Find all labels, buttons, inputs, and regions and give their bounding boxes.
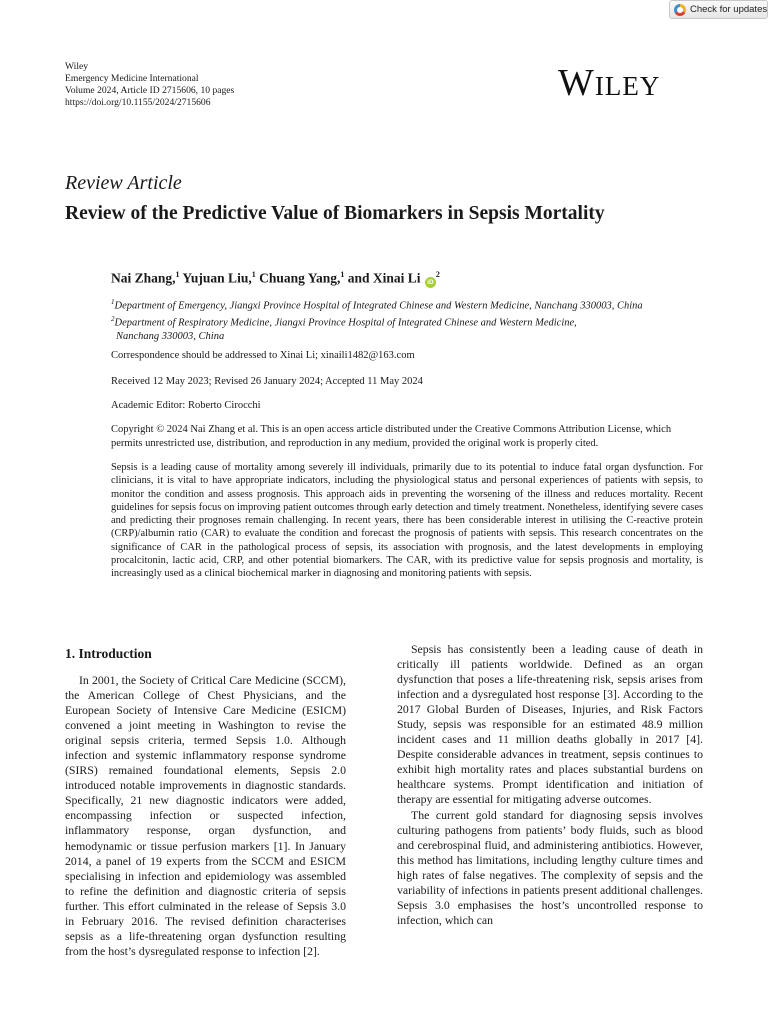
affiliation-marker: 1 — [340, 270, 345, 279]
crossmark-icon — [674, 4, 686, 16]
affiliation-number: 1 — [111, 298, 115, 306]
check-for-updates-button[interactable] — [669, 0, 768, 19]
correspondence: Correspondence should be addressed to Xinai Li; xinaili1482@163.com — [111, 350, 415, 361]
affiliation-text: Department of Respiratory Medicine, Jiangxi Province Hospital of Integrated Chinese and Western Medicine, — [114, 317, 577, 329]
author-name: and Xinai Li — [344, 270, 421, 286]
publisher-name: Wiley — [65, 61, 89, 72]
academic-editor: Academic Editor: Roberto Cirocchi — [111, 400, 261, 411]
affiliation-text: Department of Emergency, Jiangxi Province Hospital of Integrated Chinese and Western Medicine, Nanchang 330003, China — [114, 300, 643, 312]
author-list — [111, 265, 440, 289]
affiliation-line — [111, 330, 643, 344]
affiliation-text: Nanchang 330003, China — [116, 331, 225, 342]
left-column — [65, 673, 346, 959]
affiliations — [111, 296, 643, 344]
orcid-icon[interactable]: iD — [425, 277, 436, 288]
affiliation-number: 2 — [111, 315, 115, 323]
abstract: Sepsis is a leading cause of mortality among severely ill individuals, primarily due to its potential to induce fatal organ dysfunction. For clinicians, it is vital to have appropriate indicators, including the physiological status and personal experiences of patients with sepsis, to monitor the condition and assess prognosis. This approach aids in preventing the worsening of the illness and reduces mortality. Recent guidelines for sepsis focus on improving patient outcomes through early detection and timely treatment. Nonetheless, identifying severe cases and predicting their prognoses remain challenging. In recent years, there has been considerable interest in utilising the C-reactive protein (CRP)/albumin ratio (CAR) to evaluate the condition and forecast the prognosis of patients with sepsis. This research concentrates on the significance of CAR in the pathological process of sepsis, its association with prognosis, and the latest developments in employing procalcitonin, lactic acid, CRP, and other potential biomarkers. The CAR, with its predictive value for sepsis prognosis and mortality, is increasingly used as a clinical biochemical marker in diagnosing and monitoring patients with sepsis. — [111, 462, 703, 580]
journal-name: Emergency Medicine International — [65, 73, 199, 84]
volume-line: Volume 2024, Article ID 2715606, 10 pages — [65, 85, 235, 96]
author-name: Nai Zhang, — [111, 270, 176, 286]
affiliation-marker: 2 — [435, 270, 440, 279]
right-column — [397, 642, 703, 928]
article-dates: Received 12 May 2023; Revised 26 January 2024; Accepted 11 May 2024 — [111, 376, 423, 387]
affiliation-line — [111, 313, 643, 330]
body-paragraph: The current gold standard for diagnosing sepsis involves culturing pathogens from patients’ body fluids, such as blood and cerebrospinal fluid, and administering antibiotics. However, this method has limitations, including lengthy culture times and high rates of false negatives. The complexity of sepsis and the variability of infections in patients present additional challenges. Sepsis 3.0 emphasises the host’s uncontrolled response to infection, which can — [397, 807, 703, 927]
article-type: Review Article — [65, 172, 182, 194]
wiley-logo: Wiley — [558, 62, 661, 104]
author-name: Chuang Yang, — [255, 270, 341, 286]
affiliation-marker: 1 — [175, 270, 180, 279]
author-name: Yujuan Liu, — [179, 270, 252, 286]
affiliation-line — [111, 296, 643, 313]
check-for-updates-label: Check for updates — [690, 4, 768, 15]
journal-meta — [65, 61, 234, 109]
body-paragraph: In 2001, the Society of Critical Care Medicine (SCCM), the American College of Chest Physicians, and the European Society of Intensive Care Medicine (ESICM) convened a joint meeting in Washington to revise the original sepsis criteria, termed Sepsis 1.0. Although infection and systemic inflammatory response syndrome (SIRS) remained foundational elements, Sepsis 2.0 introduced notable improvements in diagnostic standards. Specifically, 21 new diagnostic indicators were added, encompassing infection or suspected infection, inflammatory response, organ dysfunction, and hemodynamic or tissue perfusion markers [1]. In January 2014, a panel of 19 experts from the SCCM and ESICM specialising in infection and epidemiology was assembled to refine the definition and diagnostic criteria of sepsis further. This effort culminated in the release of Sepsis 3.0 in February 2016. The revised definition characterises sepsis as a life-threatening organ dysfunction resulting from the host’s dysregulated response to infection [2]. — [65, 673, 346, 958]
affiliation-marker: 1 — [251, 270, 256, 279]
copyright-notice: Copyright © 2024 Nai Zhang et al. This is an open access article distributed under the Creative Commons Attribution License, which permits unrestricted use, distribution, and reproduction in any medium, provided the original work is properly cited. — [111, 424, 672, 449]
doi-link[interactable]: https://doi.org/10.1155/2024/2715606 — [65, 97, 211, 108]
body-paragraph: Sepsis has consistently been a leading cause of death in critically ill patients worldwide. Defined as an organ dysfunction that poses a life-threatening risk, sepsis arises from infection and a dysregulated host response [3]. According to the 2017 Global Burden of Diseases, Injuries, and Risk Factors Study, sepsis was responsible for an estimated 48.9 million incident cases and 11 million deaths globally in 2017 [4]. Despite considerable advances in treatment, sepsis continues to exhibit high mortality rates and places substantial burdens on healthcare systems. Prompt identification and initiation of therapy are essential for mitigating adverse outcomes. — [397, 642, 703, 807]
section-heading: 1. Introduction — [65, 646, 152, 661]
article-title: Review of the Predictive Value of Biomarkers in Sepsis Mortality — [65, 203, 605, 224]
